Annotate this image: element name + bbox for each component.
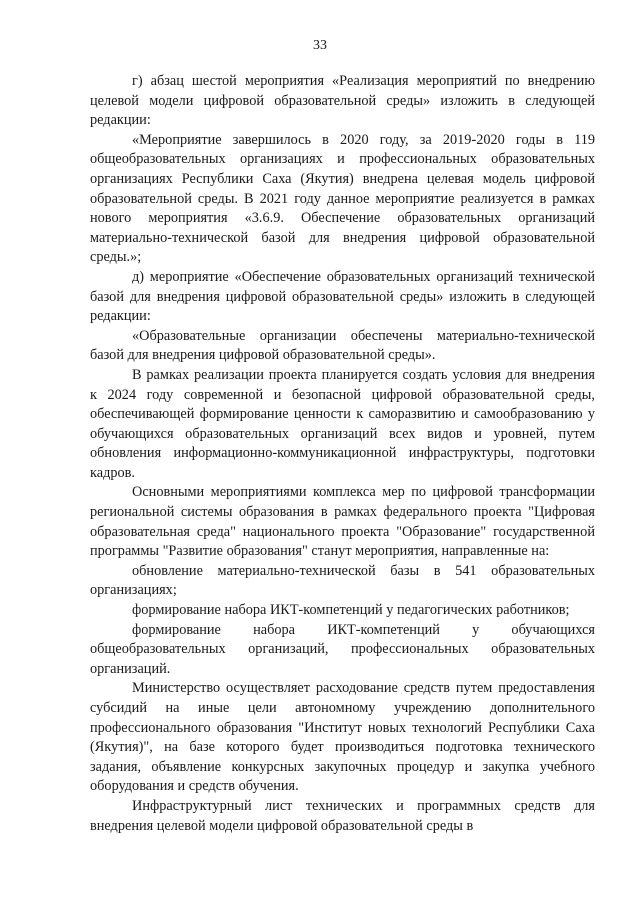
paragraph-list-item-mtb-update: обновление материально-технической базы в 541 образовательных организациях; [90,562,595,599]
paragraph-item-d-heading: д) мероприятие «Обеспечение образовательных организаций технической базой для внедрения цифровой образовательной среды» изложить в следующей редакции: [90,268,595,325]
paragraph-list-item-teacher-ict: формирование набора ИКТ-компетенций у педагогических работников; [132,602,570,619]
paragraph-quoted-event-completed: «Мероприятие завершилось в 2020 году, за 2019-2020 годы в 119 общеобразовательных организациях и профессиональных образовательных организациях Республики Саха (Якутия) внедрена целевая модель цифровой образовательной среды. В 2021 году данное мероприятие реализуется в рамках нового мероприятия «3.6.9. Обеспечение образовательных организаций материально-технической базой для внедрения цифровой образовательной среды.»; [90,131,595,266]
paragraph-infrastructure-sheet: Инфраструктурный лист технических и программных средств для внедрения целевой модели цифровой образовательной среды в [90,797,595,834]
paragraph-list-item-student-ict: формирование набора ИКТ-компетенций у обучающихся общеобразовательных организаций, профессиональных образовательных организаций. [90,621,595,677]
document-body [90,72,595,836]
paragraph-project-conditions: В рамках реализации проекта планируется создать условия для внедрения к 2024 году современной и безопасной цифровой образовательной среды, обеспечивающей формирование ценности к саморазвитию и самообразованию у обучающихся образовательных организаций всех видов и уровней, путем обновления информационно-коммуникационной инфраструктуры, подготовки кадров. [90,366,595,481]
page-number: 33 [313,38,327,53]
paragraph-ministry-spending: Министерство осуществляет расходование средств путем предоставления субсидий на иные цели автономному учреждению дополнительного профессионального образования "Институт новых технологий Республики Саха (Якутия)", на базе которого будет производиться подготовка технического задания, объявление конкурсных закупочных процедур и закупка учебного оборудования и средств обучения. [90,680,595,795]
paragraph-item-g-heading: г) абзац шестой мероприятия «Реализация мероприятий по внедрению целевой модели цифровой образовательной среды» изложить в следующей редакции: [90,73,595,129]
paragraph-quoted-organizations-equipped: «Образовательные организации обеспечены материально-технической базой для внедрения цифровой образовательной среды». [90,327,595,364]
paragraph-main-measures: Основными мероприятиями комплекса мер по цифровой трансформации региональной системы образования в рамках федерального проекта "Цифровая образовательная среда" национального проекта "Образование" государственной программы "Развитие образования" станут мероприятия, направленные на: [90,484,595,560]
